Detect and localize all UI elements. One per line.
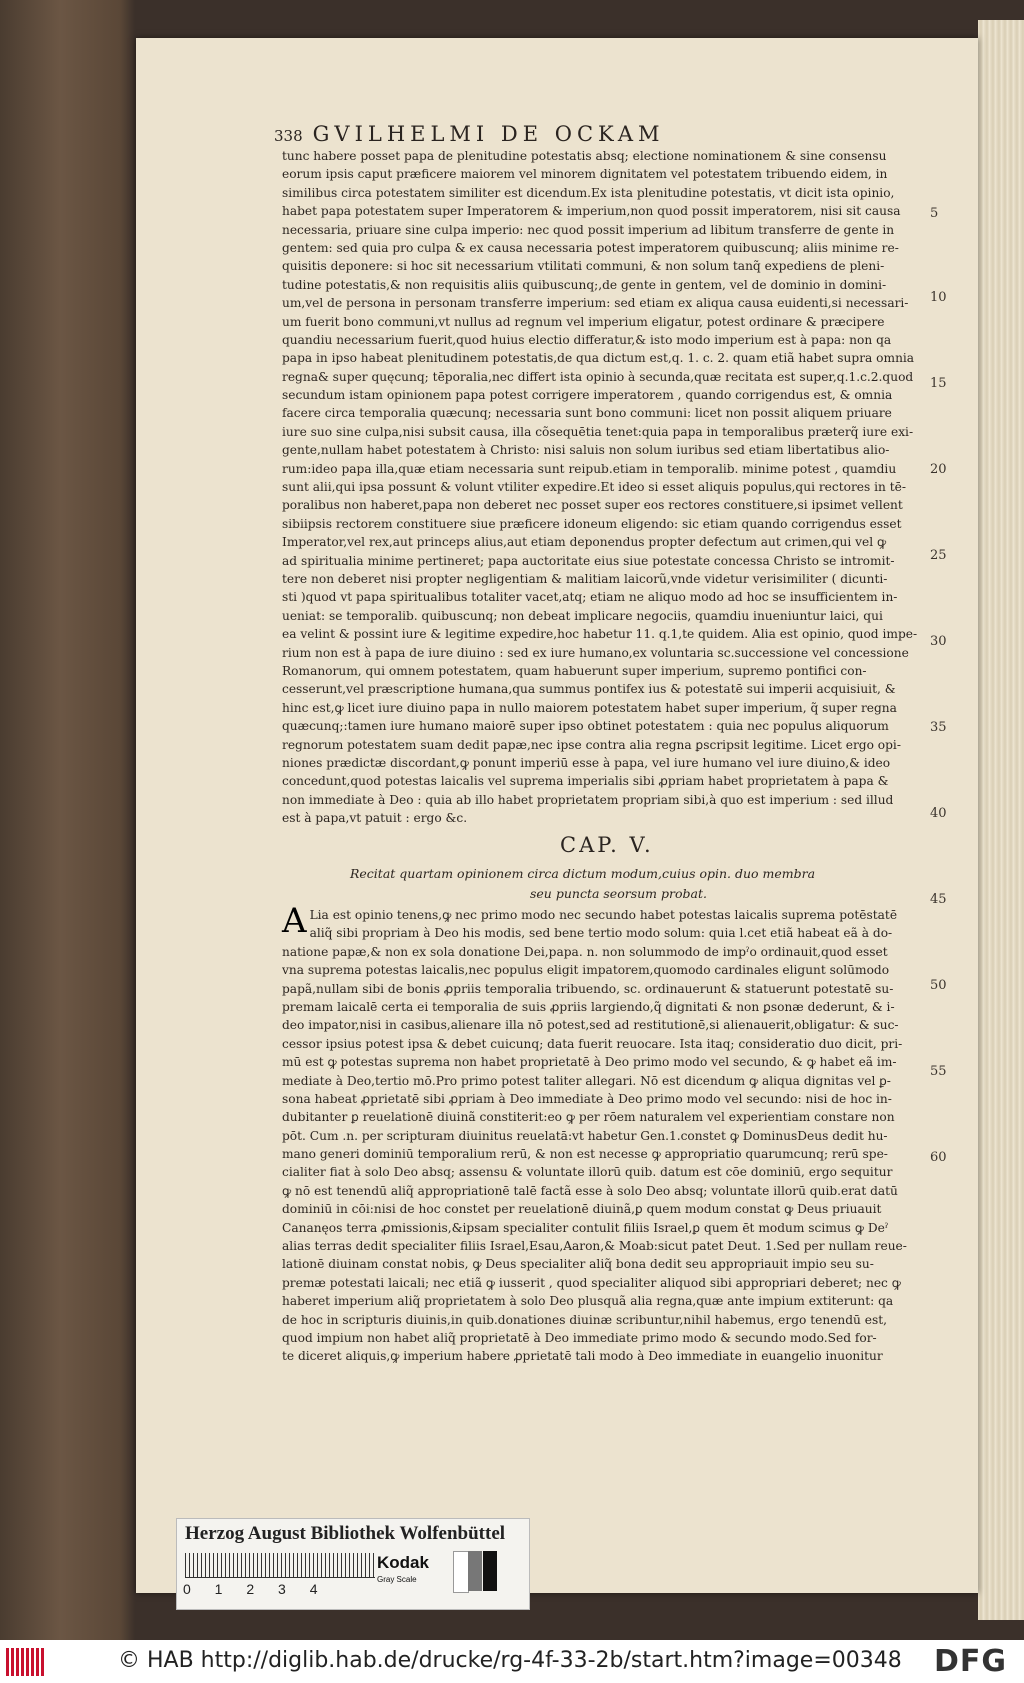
ruler-numbers: 0 1 2 3 4: [183, 1581, 318, 1597]
text-line: dominiū in cōi:nisi de hoc constet per reuelationē diuinã,ꝑ quem modum constat ꝙ Deus priuauit: [282, 1202, 882, 1217]
gray-scale-label: Gray Scale: [377, 1575, 417, 1584]
text-line: est à papa,vt patuit : ergo &c.: [282, 811, 468, 826]
text-line: ea velint & possint iure & legitime expedire,hoc habetur 11. q.1,te quidem. Alia est opinio, quod impe-: [282, 627, 918, 642]
text-line: Cananęos terra ꝓmissionis,&ipsam specialiter contulit filiis Israel,ꝑ quem ēt modum scimus ꝙ Deˀ: [282, 1220, 889, 1235]
kodak-logo: Kodak: [377, 1553, 429, 1572]
page-number: 338: [274, 127, 303, 145]
text-line: niones prædictæ discordant,ꝙ ponunt imperiū esse à papa, vel iure humano vel iure diuino,& ideo: [282, 755, 891, 770]
drop-cap: A: [282, 901, 307, 941]
line-number: 45: [930, 892, 947, 907]
text-line: facere circa temporalia quæcunq; necessaria sunt bono communi: licet non possit aliquem priuare: [282, 406, 892, 421]
color-calibration-bar: [176, 1518, 530, 1610]
text-line: ad spiritualia minime pertineret; papa auctoritate eius siue potestate concessa Christo se intromit-: [282, 553, 895, 568]
text-line: cialiter fiat à solo Deo absq; assensu & voluntate illorū quib. datum est cōe dominiū, ergo sequitur: [282, 1165, 893, 1180]
text-line: quandiu necessarium fuerit,quod huius electio differatur,& isto modo imperium est à papa: non qa: [282, 332, 892, 347]
footer-bar: [0, 1640, 1024, 1683]
text-line: mano generi dominiū temporalium rerū, & non est necesse ꝙ appropriatio quarumcunq; rerū spe-: [282, 1147, 888, 1162]
text-line: iure suo sine culpa,nisi subsit causa, illa cõsequētia tenet:quia papa in temporalibus præterq̃ iure exi-: [282, 424, 914, 439]
text-line: premam laicalē certa ei temporalia de suis ꝓpriis largiendo,q̃ dignitati & non ꝑsonæ dederunt, & i-: [282, 999, 895, 1014]
text-line: hinc est,ꝙ licet iure diuino papa in nullo maiorem potestatem habet super imperium, q̃ super regna: [282, 700, 897, 715]
text-line: quisitis deponere: si hoc sit necessarium vtilitati communi, & non solum tanq̃ expediens de pleni-: [282, 259, 885, 274]
text-line: gente,nullam habet potestatem à Christo: nisi saluis non solum iuribus sed etiam libertatibus alio-: [282, 443, 890, 458]
text-line: eorum ipsis caput præficere maiorem vel minorem dignitatem vel potestatem tribuendo eidem, in: [282, 167, 888, 182]
hab-logo-icon: [6, 1648, 46, 1676]
line-number: 35: [930, 720, 947, 735]
text-line: pōt. Cum .n. per scripturam diuinitus reuelatā:vt habetur Gen.1.constet ꝙ DominusDeus dedit hu-: [282, 1128, 888, 1143]
chapter-heading: CAP. V.: [560, 833, 654, 857]
text-line: mū est ꝙ potestas suprema non habet proprietatē à Deo primo modo vel secundo, & ꝙ habet eã im-: [282, 1055, 897, 1070]
text-line: sona habeat ꝓprietatē sibi ꝓpriam à Deo immediate à Deo primo modo vel secundo: nisi de hoc in-: [282, 1091, 892, 1106]
chapter-caption-line-1: Recitat quartam opinionem circa dictum modum,cuius opin. duo membra: [350, 866, 816, 881]
text-line: ꝙ nō est tenendū aliq̃ appropriationē talē factã esse à solo Deo absq; voluntate illorū quib.erat datū: [282, 1183, 898, 1198]
dfg-logo: DFG: [934, 1644, 1008, 1679]
text-line: natione papæ,& non ex sola donatione Dei,papa. n. non solummodo de impˀo ordinauit,quod esset: [282, 944, 888, 959]
text-line: poralibus non haberet,papa non deberet nec posset super eos rectores constituere,si ipsimet vellent: [282, 498, 903, 513]
line-number: 60: [930, 1150, 947, 1165]
text-line: tere non deberet nisi propter negligentiam & malitiam laicorũ,vnde videtur verisimiliter ( dicunti-: [282, 571, 888, 586]
text-line: haberet imperium aliq̃ proprietatem à solo Deo plusquã alia regna,quæ ante impium extiterunt: qa: [282, 1294, 894, 1309]
text-line: alias terras dedit specialiter filiis Israel,Esau,Aaron,& Moab:sicut patet Deut. 1.Sed per nullam reue-: [282, 1239, 907, 1254]
body-text-block-2: [282, 901, 932, 1366]
text-line: Lia est opinio tenens,ꝙ nec primo modo nec secundo habet potestas laicalis suprema potēstatē: [309, 908, 898, 922]
text-line: premæ potestati laicali; nec etiã ꝙ iusserit , quod specialiter aliquod sibi appropriari deberet; nec ꝙ: [282, 1275, 901, 1290]
text-line: um,vel de persona in personam transferre imperium: sed etiam ex aliqua causa euidenti,si necessari-: [282, 296, 909, 311]
chapter-caption-line-2: seu puncta seorsum probat.: [530, 886, 707, 901]
gray-patch-black: [483, 1551, 497, 1591]
text-line: ueniat: se temporalib. quibuscunq; non debeat implicare negociis, quamdiu inueniuntur laici, qui: [282, 608, 883, 623]
text-line: vna suprema potestas laicalis,nec populus eligit impatorem,quomodo cardinales eligunt solūmodo: [282, 963, 890, 978]
text-line: regnorum potestatem suam dedit papæ,nec ipse contra alia regna ꝑscripsit legitime. Licet ergo opi-: [282, 737, 901, 752]
line-number: 25: [930, 548, 947, 563]
text-line: concedunt,quod potestas laicalis vel suprema imperialis sibi ꝓpriam habet proprietatem à papa &: [282, 774, 889, 789]
text-line: rum:ideo papa illa,quæ etiam necessaria sunt reipub.etiam in temporalib. minime potest , quamdiu: [282, 461, 897, 476]
library-label: Herzog August Bibliothek Wolfenbüttel: [185, 1523, 506, 1544]
text-line: te diceret aliquis,ꝙ imperium habere ꝓprietatē tali modo à Deo immediate in euangelio inuonitur: [282, 1349, 883, 1364]
gray-patch-mid: [468, 1551, 482, 1591]
gray-patch-white: [453, 1551, 469, 1593]
text-line: quæcunq;:tamen iure humano maiorē super ipso obtinet potestatem : quia nec populus aliquorum: [282, 719, 889, 734]
line-number: 15: [930, 376, 947, 391]
line-number: 5: [930, 206, 939, 221]
running-head: [274, 122, 794, 148]
text-line: sti )quod vt papa spiritualibus totaliter vacet,atq; etiam ne aliquo modo ad hoc se insufficientem in-: [282, 590, 898, 605]
line-number: 50: [930, 978, 947, 993]
line-number: 40: [930, 806, 947, 821]
text-line: habet papa potestatem super Imperatorem & imperium,non quod possit imperatorem, nisi sit causa: [282, 204, 901, 219]
text-line: mediate à Deo,tertio mō.Pro primo potest taliter allegari. Nō est dicendum ꝙ aliqua dignitas vel ꝑ-: [282, 1073, 891, 1088]
text-line: dubitanter ꝑ reuelationē diuinã constiterit:eo ꝙ per rōem naturalem vel experientiam constare non: [282, 1110, 895, 1125]
text-line: rium non est à papa de iure diuino : sed ex iure humano,ex voluntaria sc.successione vel concessione: [282, 645, 909, 660]
text-line: deo impator,nisi in casibus,alienare illa nō potest,sed ad restitutionē,si alienauerit,obligatur: & suc-: [282, 1018, 899, 1033]
text-line: de hoc in scripturis diuinis,in quib.donationes diuinæ scribuntur,nihil habemus, ergo tenendū est,: [282, 1312, 888, 1327]
text-line: aliq̃ sibi propriam à Deo his modis, sed bene tertio modo solum: quia l.cet etiã habeat eã à do-: [309, 926, 893, 941]
line-number: 10: [930, 290, 947, 305]
footer-credit-link[interactable]: © HAB http://diglib.hab.de/drucke/rg-4f-33-2b/start.htm?image=00348: [118, 1648, 902, 1673]
text-line: papã,nullam sibi de bonis ꝓpriis temporalia tribuendo, sc. ordinauerunt & statuerunt potestatē su-: [282, 981, 894, 996]
line-number: 20: [930, 462, 947, 477]
text-line: lationē diuinam constat nobis, ꝙ Deus specialiter aliq̃ bona dedit seu appropriauit impio seu su-: [282, 1257, 874, 1272]
text-line: cesserunt,vel præscriptione humana,qua summus pontifex ius & potestatē sui imperii acquisiuit, &: [282, 682, 896, 697]
text-line: sibiipsis rectorem constituere siue præficere idoneum eligendo: sic etiam quando corrigendus esset: [282, 516, 902, 531]
text-line: cessor ipsius potest ipsa & debet cuicunq; data fuerit reuocare. Ista itaq; consideratio duo dicit, pri-: [282, 1036, 903, 1051]
text-line: regna& super quęcunq; tēporalia,nec differt ista opinio à secunda,quæ recitata est super,q.1.c.2.quod: [282, 369, 914, 384]
running-head-title: GVILHELMI DE OCKAM: [312, 122, 665, 146]
text-line: Imperator,vel rex,aut princeps alius,aut etiam deponendus propter defectum aut crimen,qui vel ꝙ: [282, 535, 887, 550]
text-line: um fuerit bono communi,vt nullus ad regnum vel imperium eligatur, potest ordinare & præcipere: [282, 314, 885, 329]
text-line: non immediate à Deo : quia ab illo habet proprietatem propriam sibi,à quo est imperium : sed illud: [282, 792, 894, 807]
text-line: secundum istam opinionem papa potest corrigere imperatorem , quando corrigendus est, & omnia: [282, 388, 893, 403]
text-line: Romanorum, qui omnem potestatem, quam habuerunt super imperium, supremo pontifici con-: [282, 663, 867, 678]
text-line: papa in ipso habeat plenitudinem potestatis,de qua dictum est,q. 1. c. 2. quam etiã habet supra omnia: [282, 351, 915, 366]
text-line: similibus circa potestatem similiter est dicendum.Ex ista plenitudine potestatis, vt dicit ista opinio,: [282, 185, 895, 200]
text-line: tunc habere posset papa de plenitudine potestatis absq; electione nominationem & sine consensu: [282, 149, 887, 163]
text-line: gentem: sed quia pro culpa & ex causa necessaria potest imperatorem quibuscunq; aliis minime re-: [282, 240, 899, 255]
line-number: 55: [930, 1064, 947, 1079]
text-line: necessaria, priuare sine culpa imperio: nec quod possit imperium ad libitum transferre de gente in: [282, 222, 895, 237]
text-line: tudine potestatis,& non requisitis aliis quibuscunq;,de gente in gentem, vel de dominio in domini-: [282, 277, 887, 292]
text-line: quod impium non habet aliq̃ proprietatē à Deo immediate primo modo & secundo modo.Sed for-: [282, 1330, 877, 1345]
text-line: sunt alii,qui ipsa possunt & volunt vtiliter expedire.Et ideo si esset aliquis populus,qui rectores in tē-: [282, 480, 906, 495]
ruler-scale: [185, 1553, 375, 1578]
body-text-block-1: [282, 147, 932, 827]
line-number: 30: [930, 634, 947, 649]
facing-page-edge: [978, 20, 1024, 1620]
